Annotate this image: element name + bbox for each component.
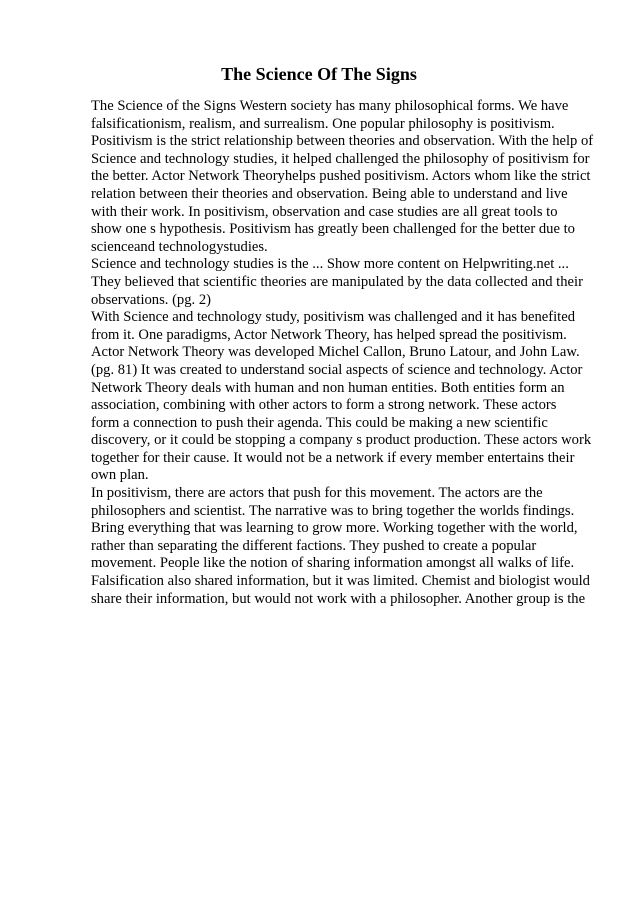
body-line: They believed that scientific theories are manipulated by the data collected and their (91, 273, 583, 290)
body-line: relation between their theories and observation. Being able to understand and live (91, 185, 568, 202)
body-line: association, combining with other actors to form a strong network. These actors (91, 397, 557, 414)
body-line: scienceand technologystudies. (91, 238, 268, 255)
body-line: The Science of the Signs Western society has many philosophical forms. We have (91, 98, 569, 114)
body-line: form a connection to push their agenda. This could be making a new scientific (91, 414, 548, 431)
body-line: Positivism is the strict relationship between theories and observation. With the help of (91, 133, 594, 150)
body-line: Science and technology studies, it helped challenged the philosophy of positivism for (91, 150, 590, 167)
body-line: show one s hypothesis. Positivism has greatly been challenged for the better due to (91, 221, 575, 238)
body-line: observations. (pg. 2) (91, 291, 211, 308)
body-line: movement. People like the notion of sharing information amongst all walks of life. (91, 555, 575, 572)
body-line: the better. Actor Network Theoryhelps pushed positivism. Actors whom like the strict (91, 168, 591, 185)
body-line: Network Theory deals with human and non human entities. Both entities form an (91, 379, 565, 396)
document-body (91, 98, 611, 608)
body-line: With Science and technology study, positivism was challenged and it has benefited (91, 309, 575, 326)
body-line: from it. One paradigms, Actor Network Theory, has helped spread the positivism. (91, 326, 567, 343)
body-line: philosophers and scientist. The narrative was to bring together the worlds findings. (91, 502, 575, 519)
body-line: own plan. (91, 467, 149, 484)
body-line: Falsification also shared information, but it was limited. Chemist and biologist would (91, 573, 590, 590)
body-line: (pg. 81) It was created to understand social aspects of science and technology. Actor (91, 361, 583, 378)
body-line: share their information, but would not work with a philosopher. Another group is the (91, 590, 586, 607)
document-title: The Science Of The Signs (221, 64, 417, 84)
body-line: with their work. In positivism, observation and case studies are all great tools to (91, 203, 558, 220)
body-line: falsificationism, realism, and surrealism. One popular philosophy is positivism. (91, 115, 555, 132)
body-line: discovery, or it could be stopping a company s product production. These actors work (91, 432, 592, 449)
body-line: rather than separating the different factions. They pushed to create a popular (91, 537, 537, 554)
body-line: Actor Network Theory was developed Michel Callon, Bruno Latour, and John Law. (91, 344, 580, 361)
body-line: together for their cause. It would not be a network if every member entertains their (91, 449, 575, 466)
body-line: Bring everything that was learning to grow more. Working together with the world, (91, 520, 578, 537)
body-line: Science and technology studies is the ... Show more content on Helpwriting.net ... (91, 256, 569, 273)
body-line: In positivism, there are actors that push for this movement. The actors are the (91, 485, 543, 502)
